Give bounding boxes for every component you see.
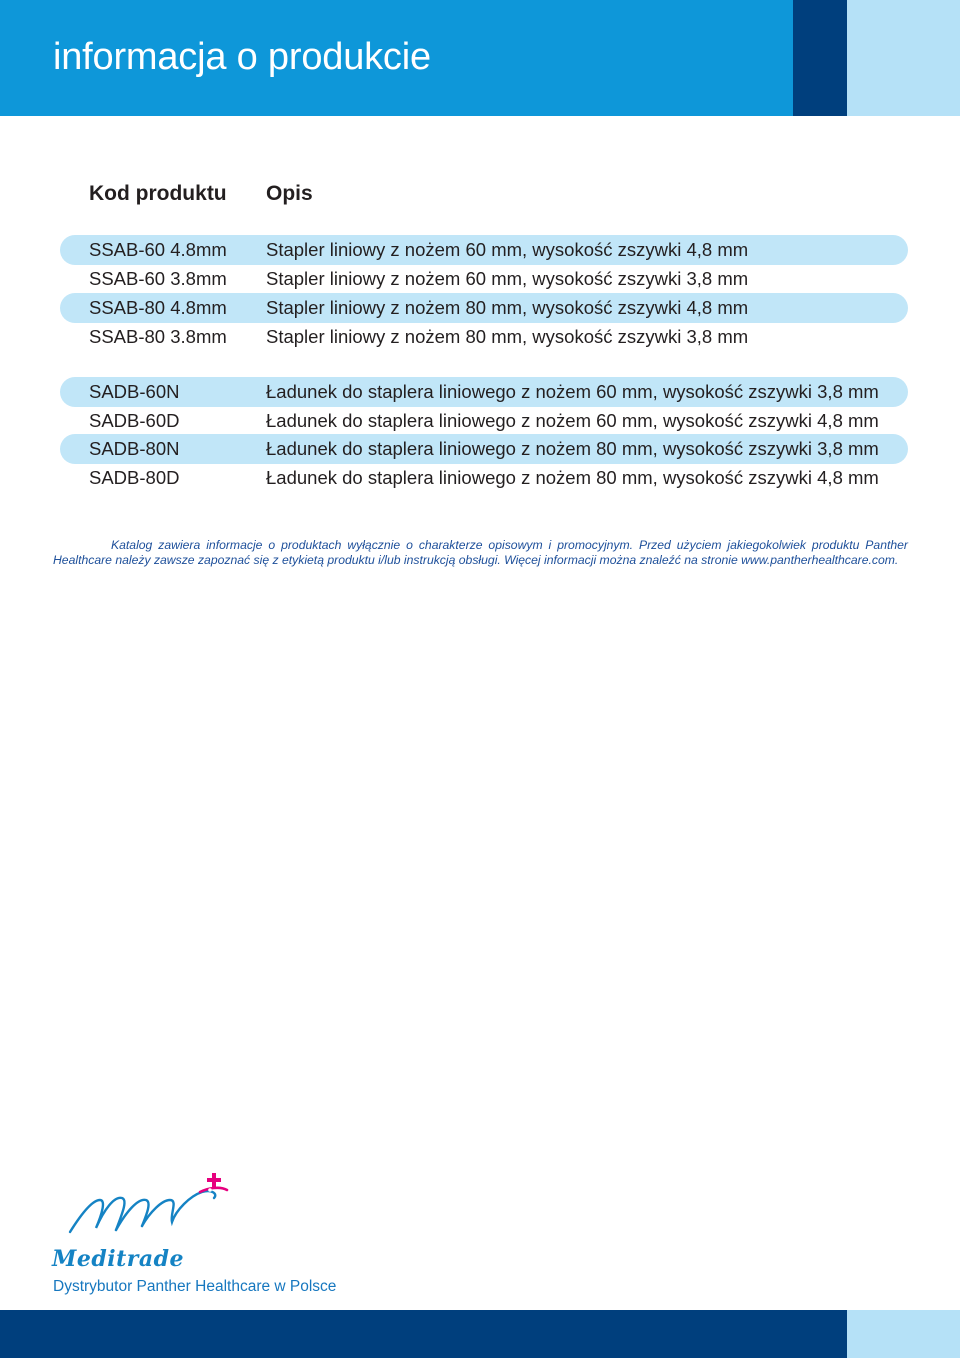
- product-code: SSAB-60 3.8mm: [89, 268, 227, 289]
- column-header-description: Opis: [266, 182, 313, 205]
- product-description: Stapler liniowy z nożem 80 mm, wysokość zszywki 4,8 mm: [266, 297, 749, 318]
- product-code: SSAB-60 4.8mm: [89, 239, 227, 260]
- product-code: SADB-80D: [89, 467, 180, 488]
- disclaimer-text: Katalog zawiera informacje o produktach wyłącznie o charakterze opisowym i promocyjnym. Przed użyciem jakiegokolwiek produktu Panther Healthcare należy zawsze zapoznać się z etykietą produktu i/lub instrukcją obsługi. Więcej informacji można znaleźć na stronie www.pantherhealthcare.com.: [53, 538, 908, 567]
- product-code: SSAB-80 3.8mm: [89, 326, 227, 347]
- product-description: Ładunek do staplera liniowego z nożem 80 mm, wysokość zszywki 3,8 mm: [266, 438, 879, 459]
- product-code: SADB-60N: [89, 381, 180, 402]
- table-row: [60, 463, 908, 493]
- table-row: [60, 434, 908, 464]
- table-row: [60, 322, 908, 352]
- table-row: [60, 406, 908, 436]
- header-banner: [0, 0, 960, 116]
- column-header-code: Kod produktu: [89, 182, 227, 205]
- product-code: SADB-80N: [89, 438, 180, 459]
- distributor-tagline: Dystrybutor Panther Healthcare w Polsce: [53, 1278, 337, 1295]
- table-row: [60, 235, 908, 265]
- footer-band-dark: [0, 1310, 847, 1358]
- header-band-light: [847, 0, 960, 116]
- product-description: Stapler liniowy z nożem 60 mm, wysokość zszywki 4,8 mm: [266, 239, 749, 260]
- footer-band-light: [847, 1310, 960, 1358]
- footer-band: [0, 1310, 960, 1358]
- meditrade-wordmark: Meditrade: [52, 1246, 184, 1272]
- product-description: Ładunek do staplera liniowego z nożem 60 mm, wysokość zszywki 3,8 mm: [266, 381, 879, 402]
- product-description: Stapler liniowy z nożem 80 mm, wysokość zszywki 3,8 mm: [266, 326, 749, 347]
- product-code: SADB-60D: [89, 410, 180, 431]
- page-title: informacja o produkcie: [53, 36, 431, 78]
- table-row: [60, 377, 908, 407]
- product-description: Stapler liniowy z nożem 60 mm, wysokość zszywki 3,8 mm: [266, 268, 749, 289]
- header-band-dark: [793, 0, 847, 116]
- product-code: SSAB-80 4.8mm: [89, 297, 227, 318]
- product-description: Ładunek do staplera liniowego z nożem 80 mm, wysokość zszywki 4,8 mm: [266, 467, 879, 488]
- table-row: [60, 264, 908, 294]
- table-row: [60, 293, 908, 323]
- product-description: Ładunek do staplera liniowego z nożem 60 mm, wysokość zszywki 4,8 mm: [266, 410, 879, 431]
